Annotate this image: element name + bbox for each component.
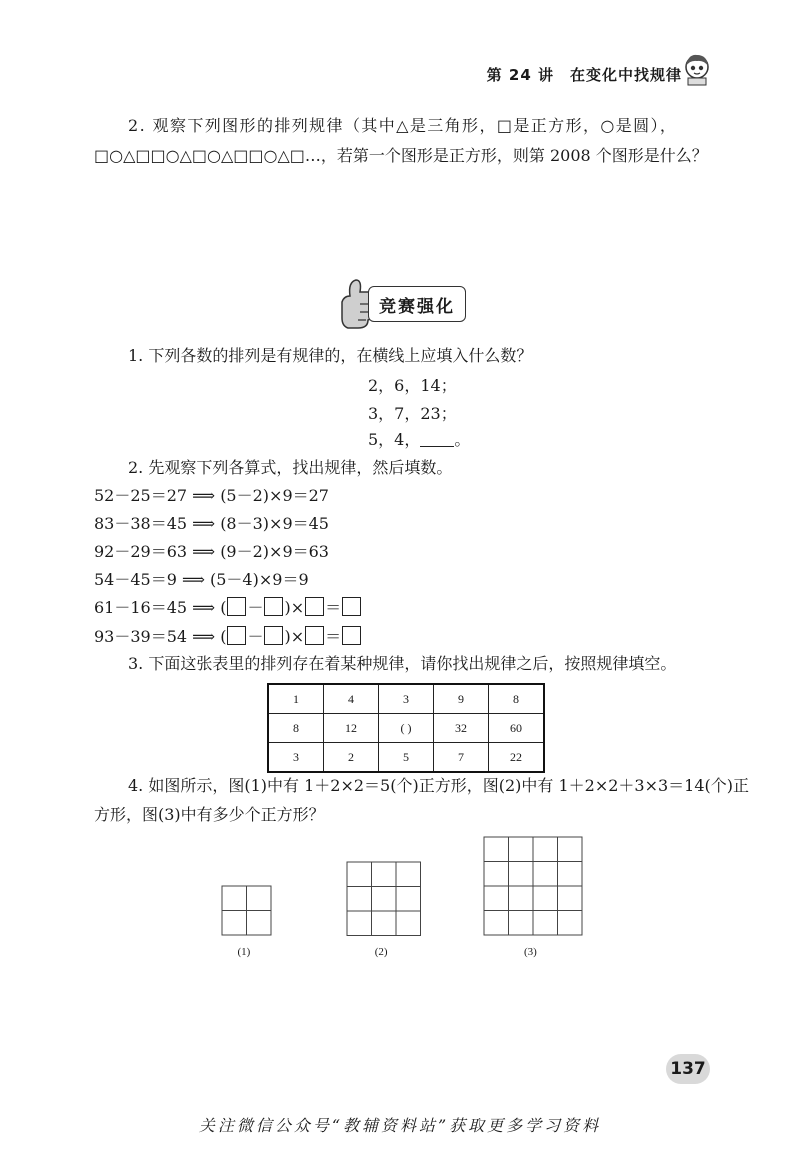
square-grid-figure-3 [483, 836, 583, 936]
q1-answer-blank[interactable] [420, 428, 454, 447]
table-row [268, 714, 544, 743]
grid-cell [484, 911, 509, 936]
q2-blank-equation-1: 61－16＝45 ⟹ ( － )× ＝ [94, 595, 362, 621]
grid-cell [347, 862, 372, 887]
figure-label-1: (1) [237, 946, 251, 958]
q4-line2: 方形，图(3)中有多少个正方形？ [94, 805, 325, 824]
square-grid-figure-1 [221, 885, 272, 936]
answer-box[interactable] [305, 626, 324, 645]
table-cell: 5 [379, 743, 434, 773]
table-row [268, 684, 544, 714]
grid-cell [533, 837, 558, 862]
q2-equation-4: 54－45＝9 ⟹ (5－4)×9＝9 [94, 570, 309, 589]
grid-cell [533, 886, 558, 911]
answer-box[interactable] [305, 597, 324, 616]
q2-blank-equation-2: 93－39＝54 ⟹ ( － )× ＝ [94, 624, 362, 650]
answer-box[interactable] [264, 597, 283, 616]
problem2-line1: 2. 观察下列图形的排列规律（其中△是三角形，□是正方形，○是圆）， [128, 116, 678, 135]
q2-equation-2: 83－38＝45 ⟹ (8－3)×9＝45 [94, 514, 329, 533]
table-cell: 32 [434, 714, 489, 743]
answer-box[interactable] [264, 626, 283, 645]
answer-box[interactable] [227, 597, 246, 616]
table-cell: 12 [324, 714, 379, 743]
grid-cell [509, 886, 534, 911]
table-cell: 8 [268, 714, 324, 743]
q2-equation-3: 92－29＝63 ⟹ (9－2)×9＝63 [94, 542, 329, 561]
grid-cell [484, 886, 509, 911]
answer-box[interactable] [342, 597, 361, 616]
table-cell: 8 [489, 684, 545, 714]
q1-prompt: 1. 下列各数的排列是有规律的，在横线上应填入什么数？ [128, 346, 533, 365]
table-cell: 60 [489, 714, 545, 743]
q2-equation-1: 52－25＝27 ⟹ (5－2)×9＝27 [94, 486, 329, 505]
grid-cell [396, 911, 421, 936]
q1-row-2: 3，7，23； [368, 404, 457, 423]
section-badge [336, 270, 476, 330]
section-title: 竞赛强化 [368, 286, 466, 322]
grid-cell [484, 862, 509, 887]
table-cell: 22 [489, 743, 545, 773]
grid-cell [372, 862, 397, 887]
q3-prompt: 3. 下面这张表里的排列存在着某种规律，请你找出规律之后，按照规律填空。 [128, 654, 677, 673]
grid-cell [247, 911, 272, 936]
figure-label-3: (3) [524, 946, 537, 958]
problem2-line2: □○△□□○△□○△□□○△□…，若第一个图形是正方形，则第 2008 个图形是什么？ [94, 146, 708, 165]
grid-cell [558, 837, 583, 862]
q3-table [267, 683, 545, 773]
q1-row-1: 2，6，14； [368, 376, 457, 395]
table-cell: 3 [268, 743, 324, 773]
grid-cell [372, 911, 397, 936]
grid-cell [558, 886, 583, 911]
cartoon-girl-icon [680, 52, 714, 86]
page-number: 137 [666, 1054, 710, 1084]
grid-cell [396, 862, 421, 887]
chapter-header: 第 24 讲 在变化中找规律 [486, 66, 682, 84]
table-cell: 4 [324, 684, 379, 714]
q2-prompt: 2. 先观察下列各算式，找出规律，然后填数。 [128, 458, 453, 477]
grid-cell [347, 911, 372, 936]
table-cell: 3 [379, 684, 434, 714]
table-answer-cell[interactable]: ( ) [379, 714, 434, 743]
grid-cell [247, 886, 272, 911]
grid-cell [396, 886, 421, 911]
grid-cell [484, 837, 509, 862]
grid-cell [509, 911, 534, 936]
q4-line1: 4. 如图所示，图(1)中有 1＋2×2＝5(个)正方形，图(2)中有 1＋2×2＋3×3＝14(个)正 [128, 776, 750, 795]
table-cell: 1 [268, 684, 324, 714]
table-cell: 7 [434, 743, 489, 773]
grid-cell [558, 911, 583, 936]
table-cell: 2 [324, 743, 379, 773]
figure-label-2: (2) [374, 946, 388, 958]
square-grid-figure-2 [346, 861, 422, 937]
grid-cell [222, 911, 247, 936]
grid-cell [533, 862, 558, 887]
footer-note: 关注微信公众号“教辅资料站”获取更多学习资料 [198, 1116, 602, 1135]
grid-cell [533, 911, 558, 936]
table-cell: 9 [434, 684, 489, 714]
grid-cell [509, 837, 534, 862]
grid-cell [222, 886, 247, 911]
grid-cell [372, 886, 397, 911]
table-row [268, 743, 544, 773]
answer-box[interactable] [342, 626, 361, 645]
grid-cell [347, 886, 372, 911]
answer-box[interactable] [227, 626, 246, 645]
q1-row-3: 5，4， 。 [368, 430, 471, 449]
grid-cell [509, 862, 534, 887]
grid-cell [558, 862, 583, 887]
